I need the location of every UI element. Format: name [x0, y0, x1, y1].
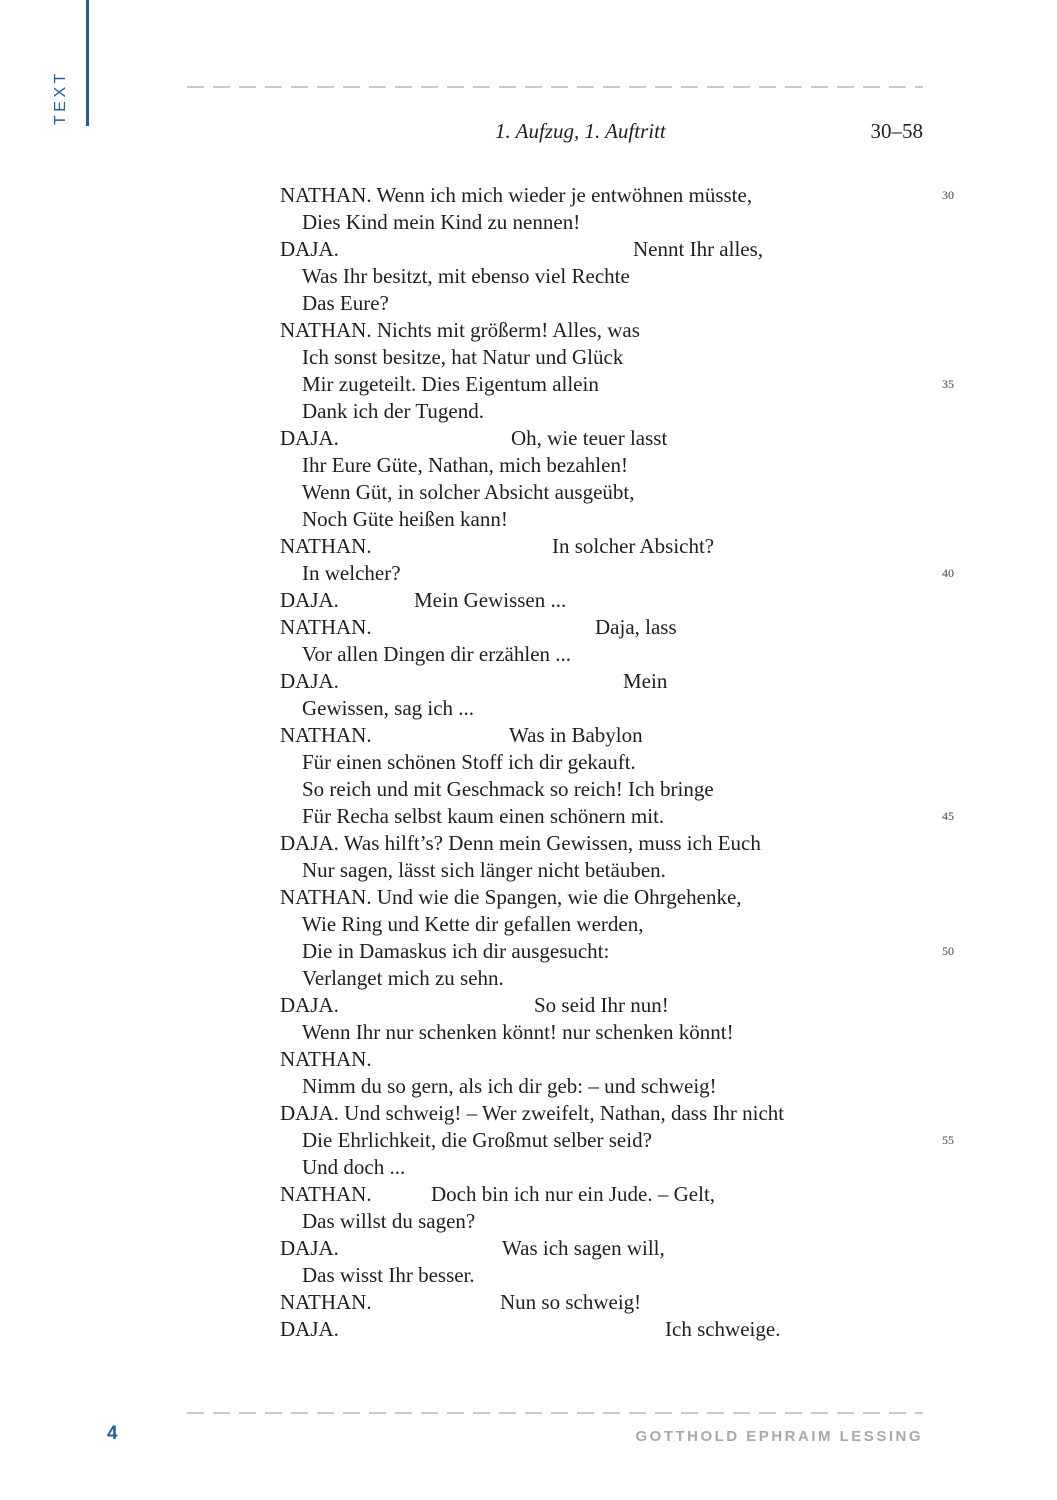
- verse-line: [280, 695, 980, 722]
- verse-number: 55: [942, 1133, 954, 1147]
- verse-line: [280, 1262, 980, 1289]
- verse-line: [280, 1235, 980, 1262]
- top-divider: [187, 86, 923, 88]
- verse-line: [280, 398, 980, 425]
- verse-line: [280, 965, 980, 992]
- verse-text: Verlanget mich zu sehn.: [302, 966, 504, 990]
- speaker-name: NATHAN.: [280, 183, 372, 207]
- verse-line: [280, 911, 980, 938]
- speaker-name: DAJA.: [280, 237, 339, 261]
- verse-text: Mein: [623, 669, 668, 693]
- verse-line: [280, 1019, 980, 1046]
- verse-line: [280, 641, 980, 668]
- verse-text: Die Ehrlichkeit, die Großmut selber seid?: [302, 1128, 652, 1152]
- speaker-name: NATHAN.: [280, 1290, 372, 1314]
- verse-line: [280, 992, 980, 1019]
- verse-text: Die in Damaskus ich dir ausgesucht:: [302, 939, 610, 963]
- author-name: GOTTHOLD EPHRAIM LESSING: [635, 1428, 923, 1445]
- page-number: 4: [107, 1423, 118, 1444]
- verse-line: [280, 1181, 980, 1208]
- verse-text: Und doch ...: [302, 1155, 406, 1179]
- speaker-name: DAJA.: [280, 1236, 339, 1260]
- verse-range: 30–58: [870, 119, 923, 143]
- verse-line: [280, 182, 980, 209]
- verse-text: Was hilft’s? Denn mein Gewissen, muss ich Euch: [338, 831, 761, 855]
- verse-number: 30: [942, 188, 954, 202]
- verse-text: So reich und mit Geschmack so reich! Ich bringe: [302, 777, 714, 801]
- verse-text: Dies Kind mein Kind zu nennen!: [302, 210, 581, 234]
- speaker-name: NATHAN.: [280, 723, 372, 747]
- verse-text: Wenn ich mich wieder je entwöhnen müsste,: [371, 183, 753, 207]
- verse-text: Oh, wie teuer lasst: [511, 426, 668, 450]
- verse-line: [280, 209, 980, 236]
- verse-text: Ihr Eure Güte, Nathan, mich bezahlen!: [302, 453, 628, 477]
- verse-text: Ich sonst besitze, hat Natur und Glück: [302, 345, 624, 369]
- speaker-name: DAJA.: [280, 1317, 339, 1341]
- verse-line: [280, 1100, 980, 1127]
- verse-text: Doch bin ich nur ein Jude. – Gelt,: [431, 1182, 716, 1206]
- verse-text: Nun so schweig!: [500, 1290, 642, 1314]
- verse-line: [280, 1154, 980, 1181]
- verse-line: [280, 749, 980, 776]
- verse-text: Mein Gewissen ...: [414, 588, 567, 612]
- speaker-name: DAJA.: [280, 426, 339, 450]
- speaker-name: DAJA.: [280, 588, 339, 612]
- verse-text: Wenn Ihr nur schenken könnt! nur schenken könnt!: [302, 1020, 734, 1044]
- verse-text: Was ich sagen will,: [502, 1236, 665, 1260]
- verse-line: [280, 1127, 980, 1154]
- verse-line: [280, 1073, 980, 1100]
- verse-text: Das wisst Ihr besser.: [302, 1263, 475, 1287]
- verse-text: Für Recha selbst kaum einen schönern mit.: [302, 804, 665, 828]
- verse-line: [280, 587, 980, 614]
- accent-vertical-line: [86, 0, 89, 126]
- verse-number: 40: [942, 566, 954, 580]
- verse-text: Nur sagen, lässt sich länger nicht betäuben.: [302, 858, 666, 882]
- verse-line: [280, 479, 980, 506]
- verse-text: Nimm du so gern, als ich dir geb: – und schweig!: [302, 1074, 717, 1098]
- verse-number: 45: [942, 809, 954, 823]
- verse-line: [280, 317, 980, 344]
- verse-line: [280, 938, 980, 965]
- verse-line: [280, 668, 980, 695]
- verse-line: [280, 803, 980, 830]
- verse-line: [280, 344, 980, 371]
- verse-text: In welcher?: [302, 561, 401, 585]
- verse-line: [280, 1316, 980, 1343]
- verse-text: Was Ihr besitzt, mit ebenso viel Rechte: [302, 264, 630, 288]
- verse-text: Ich schweige.: [665, 1317, 781, 1341]
- speaker-name: DAJA.: [280, 1101, 339, 1125]
- verse-text: So seid Ihr nun!: [534, 993, 669, 1017]
- verse-number: 50: [942, 944, 954, 958]
- speaker-name: NATHAN.: [280, 318, 372, 342]
- speaker-name: NATHAN.: [280, 615, 372, 639]
- speaker-name: NATHAN.: [280, 534, 372, 558]
- speaker-name: DAJA.: [280, 993, 339, 1017]
- verse-text: Daja, lass: [595, 615, 677, 639]
- verse-line: [280, 506, 980, 533]
- speaker-name: NATHAN.: [280, 1047, 372, 1071]
- verse-text: Das willst du sagen?: [302, 1209, 476, 1233]
- speaker-name: DAJA.: [280, 831, 339, 855]
- verse-line: [280, 263, 980, 290]
- verse-text: Nichts mit größerm! Alles, was: [371, 318, 640, 342]
- verse-text: Vor allen Dingen dir erzählen ...: [302, 642, 572, 666]
- speaker-name: NATHAN.: [280, 1182, 372, 1206]
- verse-line: [280, 857, 980, 884]
- verse-line: [280, 560, 980, 587]
- verse-line: [280, 371, 980, 398]
- verse-text: Gewissen, sag ich ...: [302, 696, 475, 720]
- verse-line: [280, 1208, 980, 1235]
- verse-line: [280, 884, 980, 911]
- verse-text: In solcher Absicht?: [552, 534, 715, 558]
- verse-text: Was in Babylon: [509, 723, 643, 747]
- verse-line: [280, 425, 980, 452]
- scene-heading: 1. Aufzug, 1. Auftritt: [495, 119, 666, 143]
- verse-text: Das Eure?: [302, 291, 389, 315]
- verse-line: [280, 830, 980, 857]
- verse-text: Noch Güte heißen kann!: [302, 507, 508, 531]
- verse-line: [280, 1289, 980, 1316]
- verse-line: [280, 1046, 980, 1073]
- verse-line: [280, 614, 980, 641]
- verse-text: Mir zugeteilt. Dies Eigentum allein: [302, 372, 599, 396]
- bottom-divider: [187, 1412, 923, 1414]
- verse-line: [280, 236, 980, 263]
- verse-text: Dank ich der Tugend.: [302, 399, 484, 423]
- verse-text: Und wie die Spangen, wie die Ohrgehenke,: [371, 885, 742, 909]
- verse-number: 35: [942, 377, 954, 391]
- speaker-name: NATHAN.: [280, 885, 372, 909]
- verse-text: Und schweig! – Wer zweifelt, Nathan, dass Ihr nicht: [338, 1101, 785, 1125]
- verse-line: [280, 290, 980, 317]
- verse-line: [280, 452, 980, 479]
- speaker-name: DAJA.: [280, 669, 339, 693]
- verse-text: Für einen schönen Stoff ich dir gekauft.: [302, 750, 636, 774]
- verse-text: Nennt Ihr alles,: [633, 237, 764, 261]
- verse-text: Wie Ring und Kette dir gefallen werden,: [302, 912, 644, 936]
- verse-line: [280, 776, 980, 803]
- verse-line: [280, 722, 980, 749]
- verse-block: [280, 182, 980, 1343]
- sidebar-text-label: TEXT: [52, 70, 69, 125]
- verse-text: Wenn Güt, in solcher Absicht ausgeübt,: [302, 480, 635, 504]
- verse-line: [280, 533, 980, 560]
